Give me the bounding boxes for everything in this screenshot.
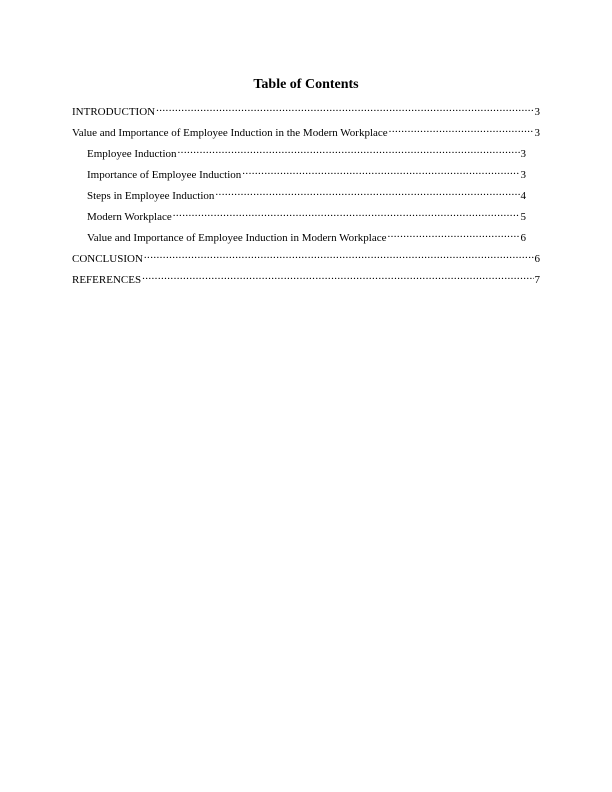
toc-entry-label: Steps in Employee Induction	[87, 190, 215, 202]
toc-entry-label: Importance of Employee Induction	[87, 169, 242, 181]
dot-leader	[178, 143, 520, 157]
toc-entry-references[interactable]	[72, 269, 540, 287]
toc-entry-page-number: 3	[534, 127, 540, 139]
toc-entry-label: REFERENCES	[72, 274, 142, 286]
toc-entry-conclusion[interactable]	[72, 248, 540, 266]
toc-entry-page-number: 6	[520, 232, 526, 244]
toc-entry-page-number: 3	[534, 106, 540, 118]
toc-entry-page-number: 3	[520, 169, 526, 181]
toc-entry-employee-induction[interactable]	[87, 143, 526, 161]
toc-entry-introduction[interactable]	[72, 101, 540, 119]
toc-entry-value-importance-main[interactable]	[72, 122, 540, 140]
toc-entry-label: Value and Importance of Employee Induction in Modern Workplace	[87, 232, 387, 244]
toc-entry-page-number: 6	[534, 253, 540, 265]
toc-entry-label: INTRODUCTION	[72, 106, 156, 118]
dot-leader	[144, 248, 534, 262]
toc-entry-page-number: 4	[520, 190, 526, 202]
toc-entry-importance-employee-induction[interactable]	[87, 164, 526, 182]
toc-entry-label: Modern Workplace	[87, 211, 172, 223]
toc-entry-page-number: 5	[520, 211, 526, 223]
dot-leader	[142, 269, 533, 283]
toc-entry-label: Value and Importance of Employee Induction in the Modern Workplace	[72, 127, 388, 139]
dot-leader	[173, 206, 520, 220]
dot-leader	[387, 227, 519, 241]
dot-leader	[215, 185, 519, 199]
toc-entry-steps-employee-induction[interactable]	[87, 185, 526, 203]
toc-entry-page-number: 3	[520, 148, 526, 160]
toc-entry-label: Employee Induction	[87, 148, 177, 160]
dot-leader	[242, 164, 519, 178]
toc-entry-label: CONCLUSION	[72, 253, 143, 265]
toc-title: Table of Contents	[253, 77, 359, 92]
toc-entry-value-importance-sub[interactable]	[87, 227, 526, 245]
dot-leader	[389, 122, 534, 136]
toc-entry-modern-workplace[interactable]	[87, 206, 526, 224]
dot-leader	[156, 101, 533, 115]
toc-entry-page-number: 7	[534, 274, 540, 286]
